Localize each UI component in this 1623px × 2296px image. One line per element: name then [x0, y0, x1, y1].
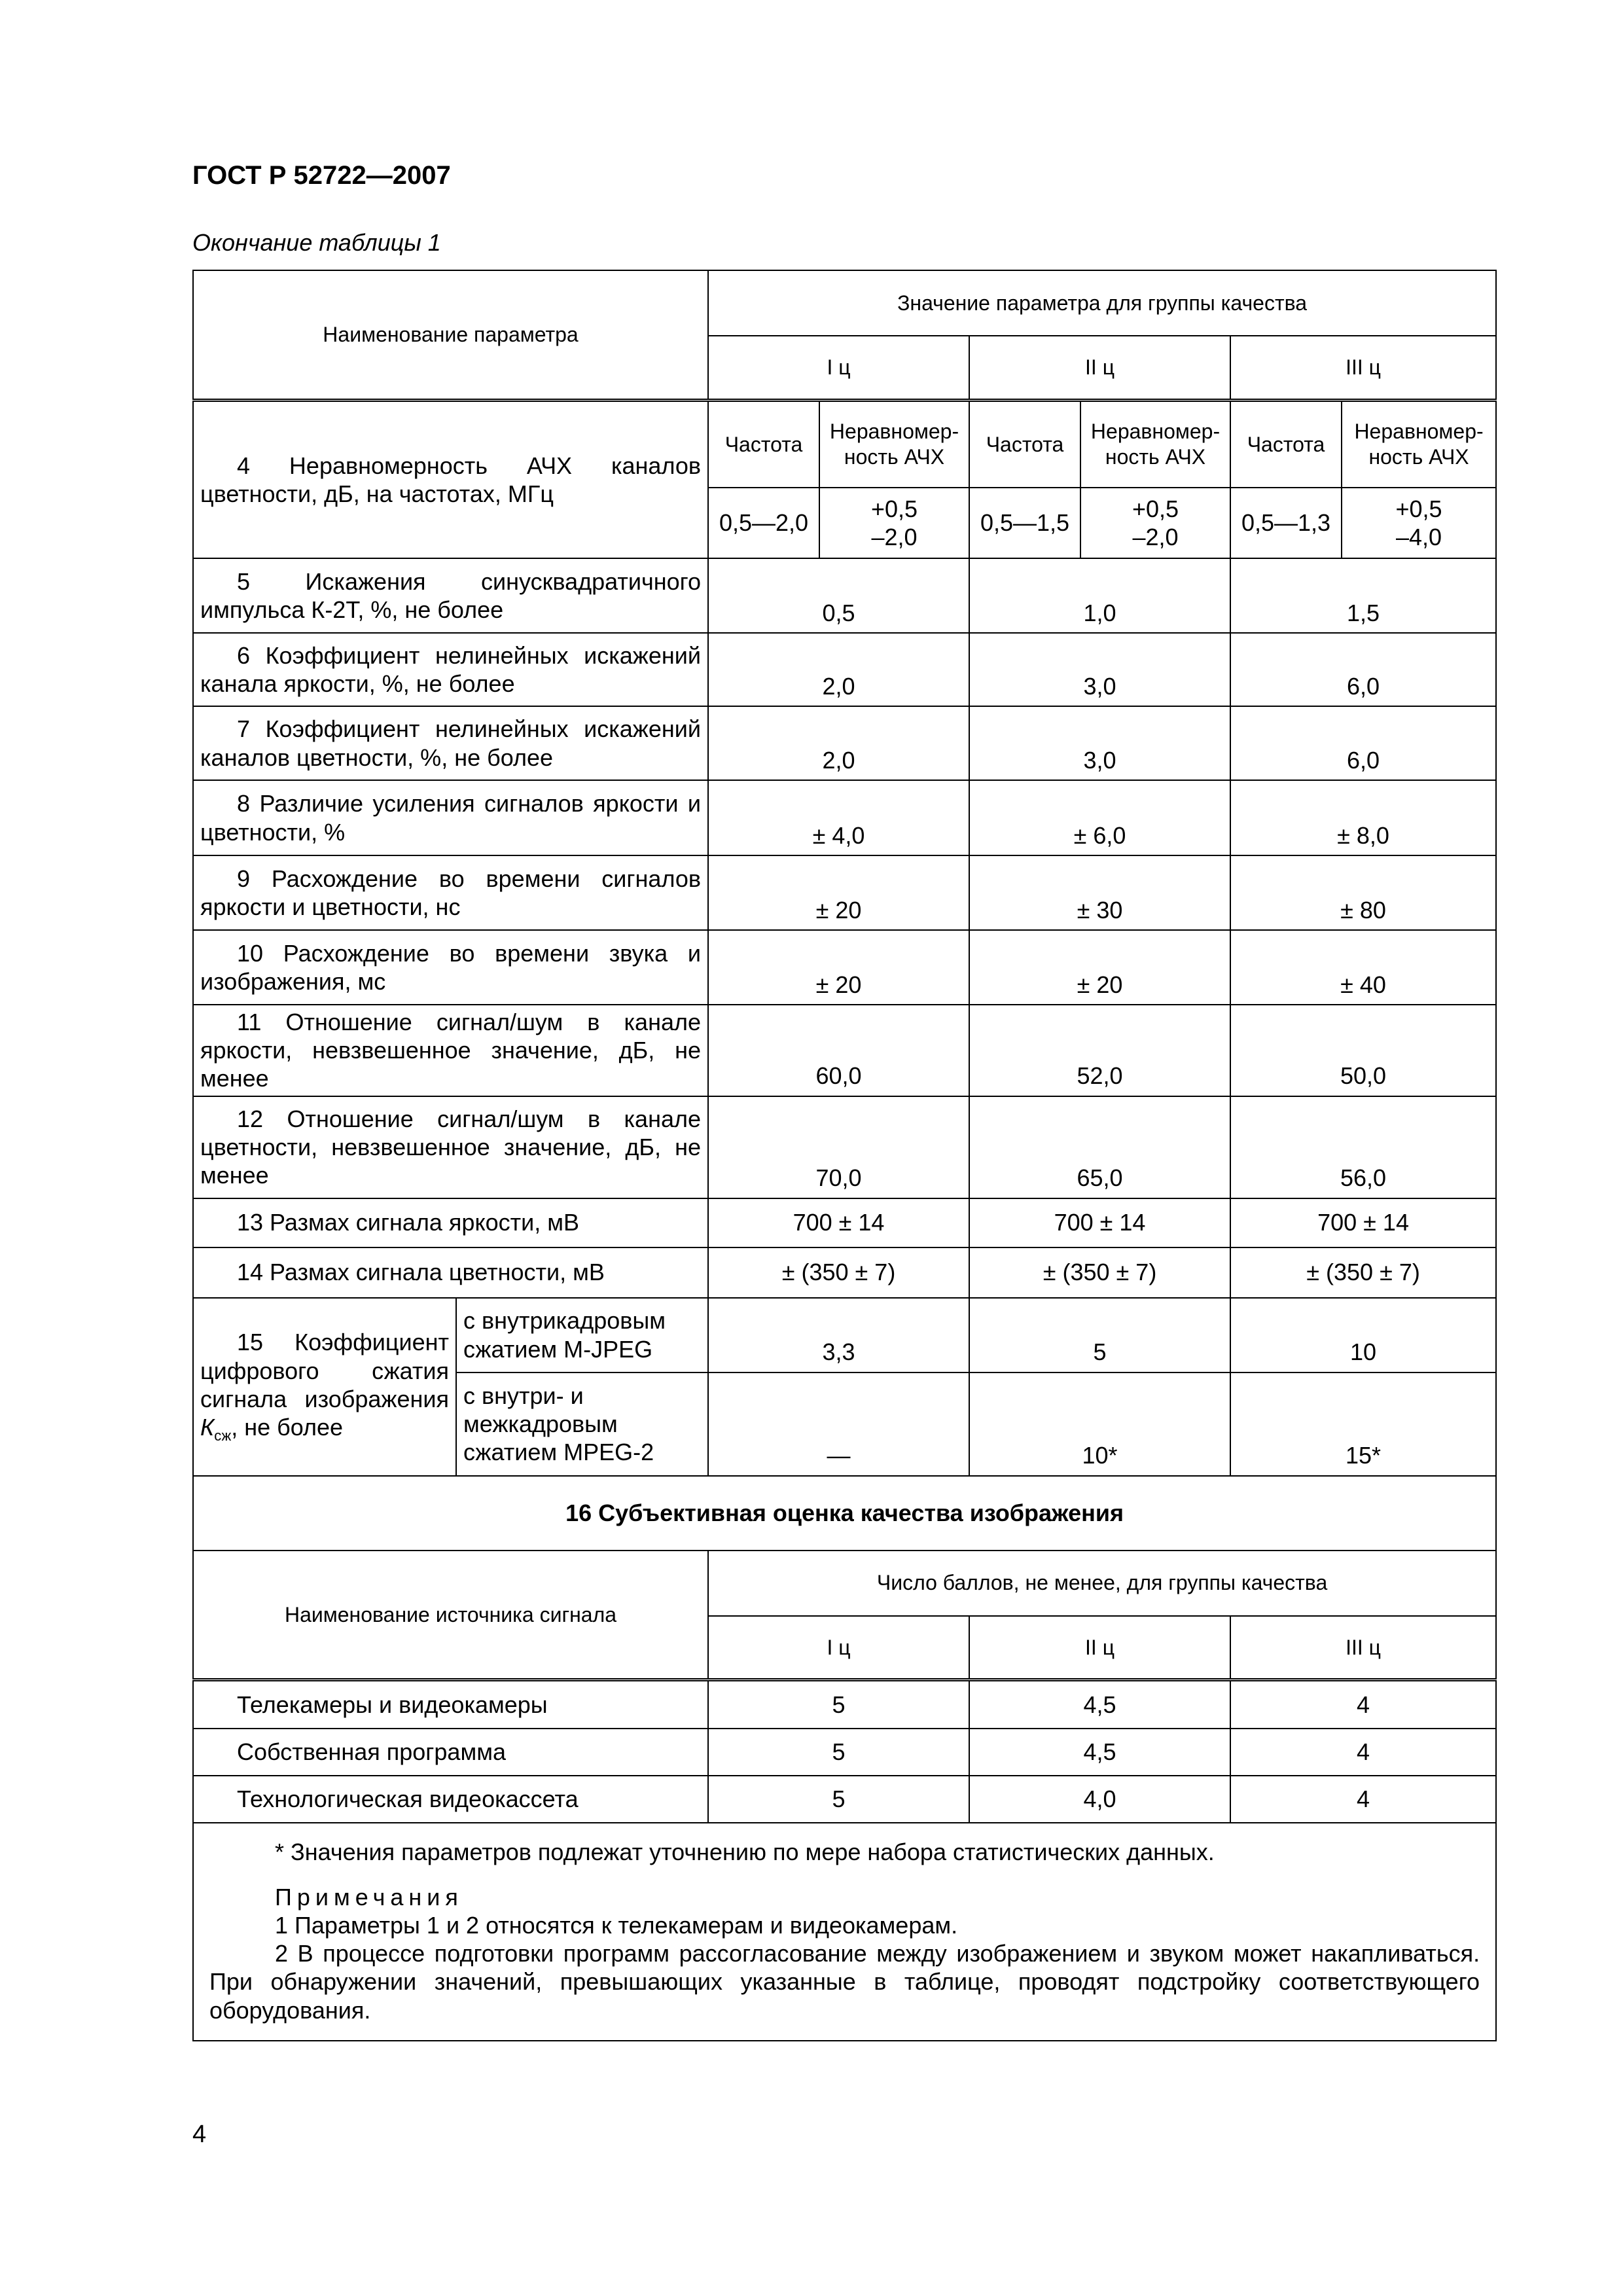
source-row-1-g2: 4,5 [969, 1680, 1230, 1729]
group-header-2: II ц [969, 336, 1230, 400]
row-7-g2: 3,0 [969, 706, 1230, 780]
row-15a-g2: 5 [969, 1298, 1230, 1372]
row-8-g1: ± 4,0 [708, 780, 969, 855]
source-row-3-g3: 4 [1230, 1776, 1496, 1823]
row-8-g2: ± 6,0 [969, 780, 1230, 855]
standard-id: ГОСТ Р 52722—2007 [192, 161, 451, 190]
row-8-g3: ± 8,0 [1230, 780, 1496, 855]
row-13-g2: 700 ± 14 [969, 1198, 1230, 1247]
g2-uneven-subheader: Неравномер-ность АЧХ [1080, 400, 1230, 488]
source-row-2-g3: 4 [1230, 1729, 1496, 1776]
row-5-label: 5 Искажения синусквадратичного импульса К-2Т, %, не более [193, 558, 708, 633]
score-group-header-2: II ц [969, 1616, 1230, 1680]
source-row-3-label: Технологическая видеокассета [193, 1776, 708, 1823]
row-6-label: 6 Коэффициент нелинейных искажений канала яркости, %, не более [193, 633, 708, 706]
note-2: 2 В процессе подготовки программ рассогласование между изображением и звуком может накапливаться. При обнаружении значений, превышающих указанные в таблице, проводят подстройку соответствующего оборудования. [209, 1940, 1480, 2024]
g1-uneven-subheader: Неравномер-ность АЧХ [819, 400, 969, 488]
source-row-1-label: Телекамеры и видеокамеры [193, 1680, 708, 1729]
param-name-header: Наименование параметра [193, 270, 708, 400]
notes-heading: Примечания [275, 1883, 463, 1910]
row-11-g1: 60,0 [708, 1005, 969, 1096]
row-6-g1: 2,0 [708, 633, 969, 706]
value-group-header: Значение параметра для группы качества [708, 270, 1496, 336]
page-number: 4 [192, 2121, 207, 2148]
row-4-label: 4 Неравномерность АЧХ каналов цветности, дБ, на частотах, МГц [193, 400, 708, 558]
g3-uneven-subheader: Неравномер-ность АЧХ [1342, 400, 1496, 488]
row-10-g1: ± 20 [708, 930, 969, 1005]
row-15a-g3: 10 [1230, 1298, 1496, 1372]
row-9-g2: ± 30 [969, 855, 1230, 930]
row-14-g3: ± (350 ± 7) [1230, 1247, 1496, 1298]
row-12-g1: 70,0 [708, 1096, 969, 1198]
g2-freq-subheader: Частота [969, 400, 1080, 488]
row-6-g3: 6,0 [1230, 633, 1496, 706]
row-13-g3: 700 ± 14 [1230, 1198, 1496, 1247]
row-11-label: 11 Отношение сигнал/шум в канале яркости, невзвешенное значение, дБ, не менее [193, 1005, 708, 1096]
note-1: 1 Параметры 1 и 2 относятся к телекамерам и видеокамерам. [275, 1911, 958, 1939]
group-header-3: III ц [1230, 336, 1496, 400]
row-4-g1-freq: 0,5—2,0 [708, 488, 819, 558]
row-14-g2: ± (350 ± 7) [969, 1247, 1230, 1298]
row-4-g3-value: +0,5 –4,0 [1342, 488, 1496, 558]
source-row-2-g1: 5 [708, 1729, 969, 1776]
row-4-g2-freq: 0,5—1,5 [969, 488, 1080, 558]
row-5-g2: 1,0 [969, 558, 1230, 633]
source-row-3-g2: 4,0 [969, 1776, 1230, 1823]
row-15-label: 15 Коэффициент цифрового сжатия сигнала изображения $К_{сж}$, не более [193, 1298, 456, 1476]
row-4-g2-value: +0,5 –2,0 [1080, 488, 1230, 558]
row-5-g3: 1,5 [1230, 558, 1496, 633]
row-10-g3: ± 40 [1230, 930, 1496, 1005]
score-header: Число баллов, не менее, для группы качества [708, 1551, 1496, 1616]
source-row-2-g2: 4,5 [969, 1729, 1230, 1776]
g1-freq-subheader: Частота [708, 400, 819, 488]
footnote: * Значения параметров подлежат уточнению по мере набора статистических данных. [275, 1838, 1215, 1865]
group-header-1: I ц [708, 336, 969, 400]
score-group-header-3: III ц [1230, 1616, 1496, 1680]
row-12-label: 12 Отношение сигнал/шум в канале цветности, невзвешенное значение, дБ, не менее [193, 1096, 708, 1198]
row-15b-g3: 15* [1230, 1372, 1496, 1476]
row-5-g1: 0,5 [708, 558, 969, 633]
row-4-g3-freq: 0,5—1,3 [1230, 488, 1342, 558]
table-continuation-caption: Окончание таблицы 1 [192, 229, 441, 256]
row-8-label: 8 Различие усиления сигналов яркости и цветности, % [193, 780, 708, 855]
row-7-g1: 2,0 [708, 706, 969, 780]
row-9-g1: ± 20 [708, 855, 969, 930]
row-12-g2: 65,0 [969, 1096, 1230, 1198]
row-14-g1: ± (350 ± 7) [708, 1247, 969, 1298]
row-11-g3: 50,0 [1230, 1005, 1496, 1096]
row-6-g2: 3,0 [969, 633, 1230, 706]
row-10-label: 10 Расхождение во времени звука и изображения, мс [193, 930, 708, 1005]
source-row-2-label: Собственная программа [193, 1729, 708, 1776]
section-16-title: 16 Субъективная оценка качества изображения [193, 1476, 1496, 1551]
row-13-label: 13 Размах сигнала яркости, мВ [193, 1198, 708, 1247]
row-9-g3: ± 80 [1230, 855, 1496, 930]
row-15a-g1: 3,3 [708, 1298, 969, 1372]
row-10-g2: ± 20 [969, 930, 1230, 1005]
row-13-g1: 700 ± 14 [708, 1198, 969, 1247]
notes-block [193, 1823, 1496, 2041]
row-7-g3: 6,0 [1230, 706, 1496, 780]
row-15b-label: с внутри- и межкадровым сжатием MPEG-2 [456, 1372, 708, 1476]
row-4-g1-value: +0,5 –2,0 [819, 488, 969, 558]
source-row-1-g1: 5 [708, 1680, 969, 1729]
row-15a-label: с внутрикадровым сжатием M-JPEG [456, 1298, 708, 1372]
source-row-1-g3: 4 [1230, 1680, 1496, 1729]
parameters-table [192, 270, 1497, 2041]
g3-freq-subheader: Частота [1230, 400, 1342, 488]
row-11-g2: 52,0 [969, 1005, 1230, 1096]
source-row-3-g1: 5 [708, 1776, 969, 1823]
signal-source-header: Наименование источника сигнала [193, 1551, 708, 1680]
row-9-label: 9 Расхождение во времени сигналов яркости и цветности, нс [193, 855, 708, 930]
row-15b-g1: — [708, 1372, 969, 1476]
row-14-label: 14 Размах сигнала цветности, мВ [193, 1247, 708, 1298]
row-12-g3: 56,0 [1230, 1096, 1496, 1198]
score-group-header-1: I ц [708, 1616, 969, 1680]
row-7-label: 7 Коэффициент нелинейных искажений каналов цветности, %, не более [193, 706, 708, 780]
row-15b-g2: 10* [969, 1372, 1230, 1476]
